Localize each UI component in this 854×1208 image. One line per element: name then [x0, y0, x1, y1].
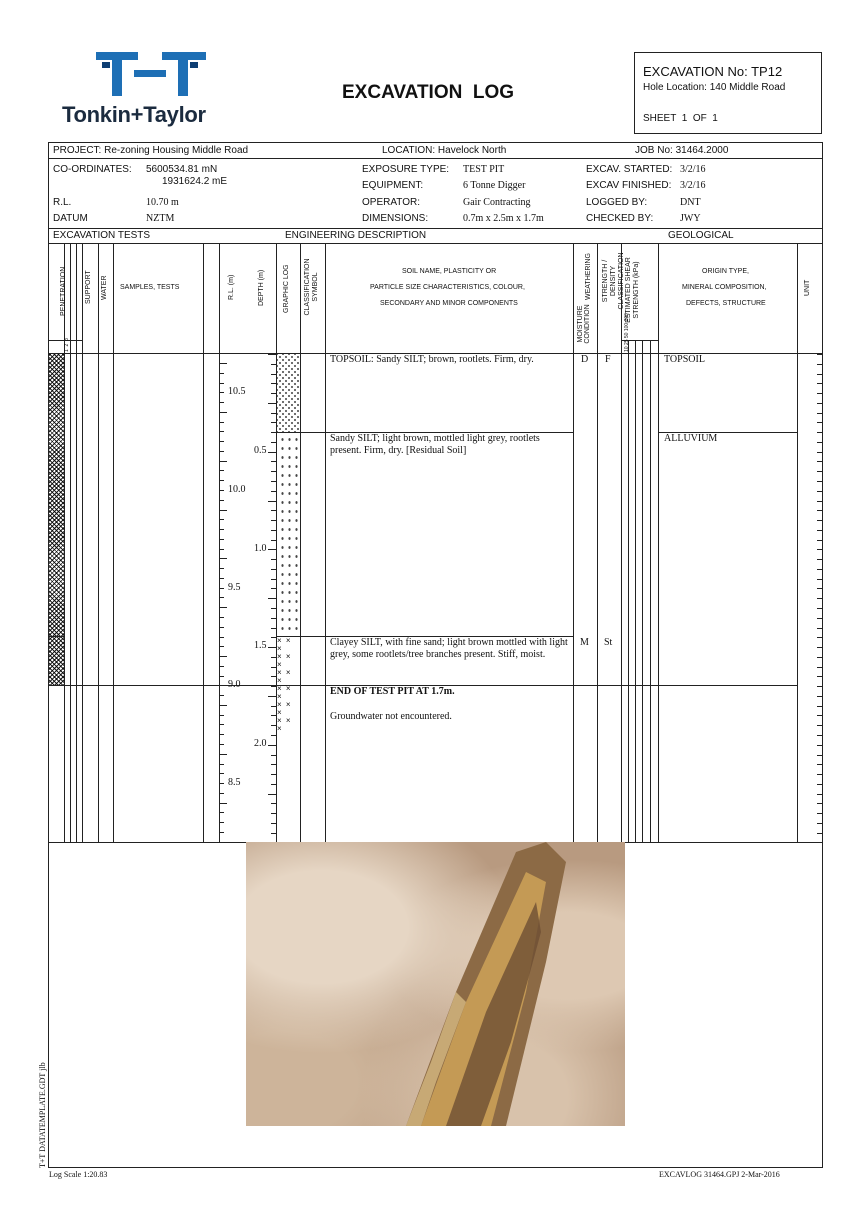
scale-tick: [271, 481, 276, 482]
samples-header: SAMPLES, TESTS: [120, 284, 180, 291]
scale-tick: [271, 559, 276, 560]
groundwater-note: Groundwater not encountered.: [330, 711, 452, 722]
scale-tick: [271, 608, 276, 609]
scale-tick: [817, 383, 822, 384]
scale-tick: [271, 461, 276, 462]
scale-tick: [817, 549, 822, 550]
scale-tick: [271, 657, 276, 658]
coord-east: 1931624.2 mE: [162, 176, 228, 187]
scale-tick: [271, 784, 276, 785]
layer-1-moisture: D: [581, 354, 589, 365]
scale-tick: [268, 794, 276, 795]
depth-label-1-0: 1.0: [254, 543, 267, 554]
scale-tick: [271, 413, 276, 414]
checked-value: JWY: [680, 213, 701, 224]
scale-tick: [817, 803, 822, 804]
scale-tick: [219, 373, 224, 374]
scale-tick: [817, 569, 822, 570]
scale-tick: [219, 588, 224, 589]
scale-tick: [271, 715, 276, 716]
scale-tick: [817, 833, 822, 834]
soil-header-3: SECONDARY AND MINOR COMPONENTS: [380, 300, 518, 307]
soil-header-2: PARTICLE SIZE CHARACTERISTICS, COLOUR,: [370, 284, 525, 291]
scale-tick: [268, 549, 276, 550]
scale-tick: [219, 363, 227, 364]
scale-tick: [268, 501, 276, 502]
dimensions-value: 0.7m x 2.5m x 1.7m: [463, 213, 544, 224]
scale-tick: [219, 461, 227, 462]
scale-tick: [817, 628, 822, 629]
scale-tick: [817, 461, 822, 462]
section-title-geological: GEOLOGICAL: [668, 230, 734, 241]
geo-header-1: ORIGIN TYPE,: [702, 268, 749, 275]
scale-tick: [219, 676, 224, 677]
shear-scale: 10 25 50 100 200: [624, 313, 630, 352]
scale-tick: [268, 452, 276, 453]
graphic-log-sandy-silt: [277, 433, 300, 636]
checked-label: CHECKED BY:: [586, 213, 654, 224]
scale-tick: [271, 676, 276, 677]
rl-label: R.L.: [53, 197, 72, 208]
scale-tick: [219, 617, 224, 618]
scale-tick: [219, 490, 224, 491]
datum-value: NZTM: [146, 213, 175, 224]
scale-tick: [817, 588, 822, 589]
scale-tick: [271, 725, 276, 726]
scale-tick: [219, 783, 224, 784]
scale-tick: [817, 667, 822, 668]
exposure-value: TEST PIT: [463, 164, 505, 175]
excavation-id-box: [634, 52, 822, 134]
scale-tick: [219, 431, 224, 432]
scale-tick: [817, 755, 822, 756]
rl-label-10-5: 10.5: [228, 386, 246, 397]
scale-tick: [219, 646, 224, 647]
scale-tick: [219, 685, 224, 686]
scale-tick: [817, 598, 822, 599]
scale-tick: [271, 755, 276, 756]
scale-tick: [219, 724, 224, 725]
coord-north: 5600534.81 mN: [146, 164, 218, 175]
company-logo: [62, 48, 242, 134]
scale-tick: [219, 666, 224, 667]
operator-value: Gair Contracting: [463, 197, 531, 208]
depth-label-1-5: 1.5: [254, 640, 267, 651]
scale-tick: [219, 597, 224, 598]
scale-tick: [271, 491, 276, 492]
scale-tick: [817, 520, 822, 521]
geo-header-3: DEFECTS, STRUCTURE: [686, 300, 766, 307]
file-reference: EXCAVLOG 31464.GPJ 2-Mar-2016: [659, 1170, 780, 1179]
scale-tick: [219, 705, 227, 706]
rl-label-8-5: 8.5: [228, 777, 241, 788]
penetration-scale: 1 2 3: [64, 338, 70, 352]
scale-tick: [271, 569, 276, 570]
scale-tick: [271, 442, 276, 443]
scale-tick: [817, 364, 822, 365]
rl-label-9-5: 9.5: [228, 582, 241, 593]
scale-tick: [219, 744, 224, 745]
excavation-number: EXCAVATION No: TP12: [643, 64, 783, 79]
scale-tick: [817, 706, 822, 707]
scale-tick: [817, 422, 822, 423]
moisture-header: MOISTURE CONDITION: [577, 304, 591, 344]
scale-tick: [817, 432, 822, 433]
scale-tick: [271, 706, 276, 707]
started-label: EXCAV. STARTED:: [586, 164, 673, 175]
scale-tick: [271, 588, 276, 589]
coords-label: CO-ORDINATES:: [53, 164, 132, 175]
scale-tick: [219, 627, 224, 628]
job-number: JOB No: 31464.2000: [635, 145, 729, 156]
scale-tick: [817, 471, 822, 472]
template-reference: T+T DATATEMPLATE.GDT jlb: [38, 1062, 47, 1168]
section-title-tests: EXCAVATION TESTS: [53, 230, 151, 241]
equipment-label: EQUIPMENT:: [362, 180, 424, 191]
scale-tick: [817, 686, 822, 687]
rl-label-10-0: 10.0: [228, 484, 246, 495]
support-header: SUPPORT: [85, 270, 92, 304]
unit-header: UNIT: [804, 279, 811, 296]
penetration-header: PENETRATION: [60, 266, 67, 316]
scale-tick: [271, 637, 276, 638]
scale-tick: [817, 696, 822, 697]
scale-tick: [817, 501, 822, 502]
scale-tick: [219, 754, 227, 755]
finished-value: 3/2/16: [680, 180, 706, 191]
tt-logo-mark: [62, 48, 242, 100]
equipment-value: 6 Tonne Digger: [463, 180, 526, 191]
water-header: WATER: [101, 275, 108, 300]
scale-tick: [271, 686, 276, 687]
geo-header-2: MINERAL COMPOSITION,: [682, 284, 767, 291]
rl-label-9-0: 9.0: [228, 679, 241, 690]
scale-tick: [219, 832, 224, 833]
scale-tick: [817, 374, 822, 375]
scale-tick: [219, 793, 224, 794]
classification-header: CLASSIFICATION SYMBOL: [304, 258, 319, 316]
hole-location: Hole Location: 140 Middle Road: [643, 82, 786, 93]
scale-tick: [271, 735, 276, 736]
scale-tick: [817, 794, 822, 795]
scale-tick: [817, 491, 822, 492]
scale-tick: [219, 441, 224, 442]
operator-label: OPERATOR:: [362, 197, 420, 208]
scale-tick: [219, 656, 227, 657]
scale-tick: [817, 657, 822, 658]
scale-tick: [817, 823, 822, 824]
scale-tick: [219, 607, 227, 608]
scale-tick: [817, 813, 822, 814]
scale-tick: [271, 803, 276, 804]
datum-label: DATUM: [53, 213, 88, 224]
layer-3-strength: St: [604, 637, 613, 648]
scale-tick: [271, 422, 276, 423]
scale-tick: [219, 578, 224, 579]
scale-tick: [219, 695, 224, 696]
graphic-log-topsoil: [277, 354, 300, 432]
scale-tick: [219, 529, 224, 530]
scale-tick: [219, 519, 224, 520]
scale-tick: [219, 773, 224, 774]
scale-tick: [268, 354, 276, 355]
graphic-log-clayey-silt: × × × × × × × × × × × × × × × × × ×: [277, 636, 292, 733]
layer-1-strength: F: [605, 354, 611, 365]
depth-label-0-5: 0.5: [254, 445, 267, 456]
scale-tick: [268, 403, 276, 404]
scale-tick: [271, 628, 276, 629]
layer-2-geology: ALLUVIUM: [664, 433, 718, 444]
scale-tick: [271, 393, 276, 394]
scale-tick: [271, 510, 276, 511]
scale-tick: [817, 540, 822, 541]
scale-tick: [817, 764, 822, 765]
brand-name: Tonkin+Taylor: [62, 102, 206, 127]
logged-label: LOGGED BY:: [586, 197, 648, 208]
layer-1-description: TOPSOIL: Sandy SILT; brown, rootlets. Firm, dry.: [330, 354, 534, 365]
scale-tick: [817, 452, 822, 453]
scale-tick: [817, 725, 822, 726]
scale-tick: [817, 481, 822, 482]
scale-tick: [268, 745, 276, 746]
scale-tick: [219, 558, 227, 559]
scale-tick: [268, 647, 276, 648]
scale-tick: [817, 647, 822, 648]
scale-tick: [817, 637, 822, 638]
scale-tick: [817, 774, 822, 775]
scale-tick: [817, 735, 822, 736]
depth-label-2-0: 2.0: [254, 738, 267, 749]
rl-header: R.L. (m): [228, 274, 235, 300]
layer-1-geology: TOPSOIL: [664, 354, 705, 365]
scale-tick: [271, 833, 276, 834]
scale-tick: [817, 608, 822, 609]
scale-tick: [219, 480, 224, 481]
weathering-header: WEATHERING: [585, 253, 592, 300]
exposure-label: EXPOSURE TYPE:: [362, 164, 450, 175]
scale-tick: [271, 764, 276, 765]
sheet-number: SHEET 1 OF 1: [643, 113, 718, 124]
scale-tick: [219, 422, 224, 423]
scale-tick: [817, 784, 822, 785]
scale-tick: [219, 470, 224, 471]
scale-tick: [817, 530, 822, 531]
scale-tick: [271, 520, 276, 521]
scale-tick: [219, 734, 224, 735]
scale-tick: [219, 812, 224, 813]
scale-tick: [817, 393, 822, 394]
scale-tick: [219, 392, 224, 393]
scale-tick: [219, 510, 227, 511]
scale-tick: [219, 539, 224, 540]
scale-tick: [219, 764, 224, 765]
scale-tick: [271, 774, 276, 775]
scale-tick: [271, 823, 276, 824]
scale-tick: [219, 402, 224, 403]
scale-tick: [271, 813, 276, 814]
scale-tick: [219, 500, 224, 501]
scale-tick: [817, 442, 822, 443]
scale-tick: [271, 364, 276, 365]
graphic-log-header: GRAPHIC LOG: [283, 264, 290, 313]
test-pit-photo: [246, 842, 625, 1126]
strength-header: STRENGTH / DENSITY CLASSIFICATION: [602, 252, 625, 310]
scale-tick: [219, 803, 227, 804]
log-scale: Log Scale 1:20.83: [49, 1170, 108, 1179]
scale-tick: [219, 549, 224, 550]
end-of-pit-note: END OF TEST PIT AT 1.7m.: [330, 686, 455, 697]
scale-tick: [817, 579, 822, 580]
scale-tick: [817, 354, 822, 355]
shear-header: ESTIMATED SHEAR STRENGTH (kPa): [625, 257, 640, 323]
scale-tick: [271, 432, 276, 433]
project-name: PROJECT: Re-zoning Housing Middle Road: [53, 145, 249, 156]
location-name: LOCATION: Havelock North: [382, 145, 507, 156]
scale-tick: [271, 579, 276, 580]
scale-tick: [817, 676, 822, 677]
soil-header-1: SOIL NAME, PLASTICITY OR: [402, 268, 497, 275]
layer-3-moisture: M: [580, 637, 589, 648]
scale-tick: [271, 530, 276, 531]
started-value: 3/2/16: [680, 164, 706, 175]
document-title: EXCAVATION LOG: [342, 82, 515, 103]
scale-tick: [271, 383, 276, 384]
scale-tick: [268, 696, 276, 697]
finished-label: EXCAV FINISHED:: [586, 180, 672, 191]
scale-tick: [219, 383, 224, 384]
scale-tick: [271, 471, 276, 472]
scale-tick: [271, 540, 276, 541]
scale-tick: [817, 745, 822, 746]
scale-tick: [219, 715, 224, 716]
scale-tick: [219, 451, 224, 452]
scale-tick: [817, 413, 822, 414]
scale-tick: [219, 412, 227, 413]
scale-tick: [219, 568, 224, 569]
depth-header: DEPTH (m): [258, 269, 265, 306]
scale-tick: [219, 637, 224, 638]
section-title-engineering: ENGINEERING DESCRIPTION: [285, 230, 427, 241]
dimensions-label: DIMENSIONS:: [362, 213, 429, 224]
scale-tick: [817, 559, 822, 560]
scale-tick: [271, 618, 276, 619]
layer-3-description: Clayey SILT, with fine sand; light brown mottled with light grey, some rootlets/tree branches present. Stiff, moist.: [330, 637, 568, 660]
scale-tick: [219, 822, 224, 823]
scale-tick: [817, 618, 822, 619]
rl-value: 10.70 m: [146, 197, 179, 208]
layer-2-description: Sandy SILT; light brown, mottled light grey, rootlets present. Firm, dry. [Residual Soil]: [330, 433, 540, 456]
scale-tick: [817, 510, 822, 511]
scale-tick: [817, 403, 822, 404]
scale-tick: [817, 715, 822, 716]
scale-tick: [268, 598, 276, 599]
logged-value: DNT: [680, 197, 701, 208]
scale-tick: [271, 374, 276, 375]
scale-tick: [271, 667, 276, 668]
